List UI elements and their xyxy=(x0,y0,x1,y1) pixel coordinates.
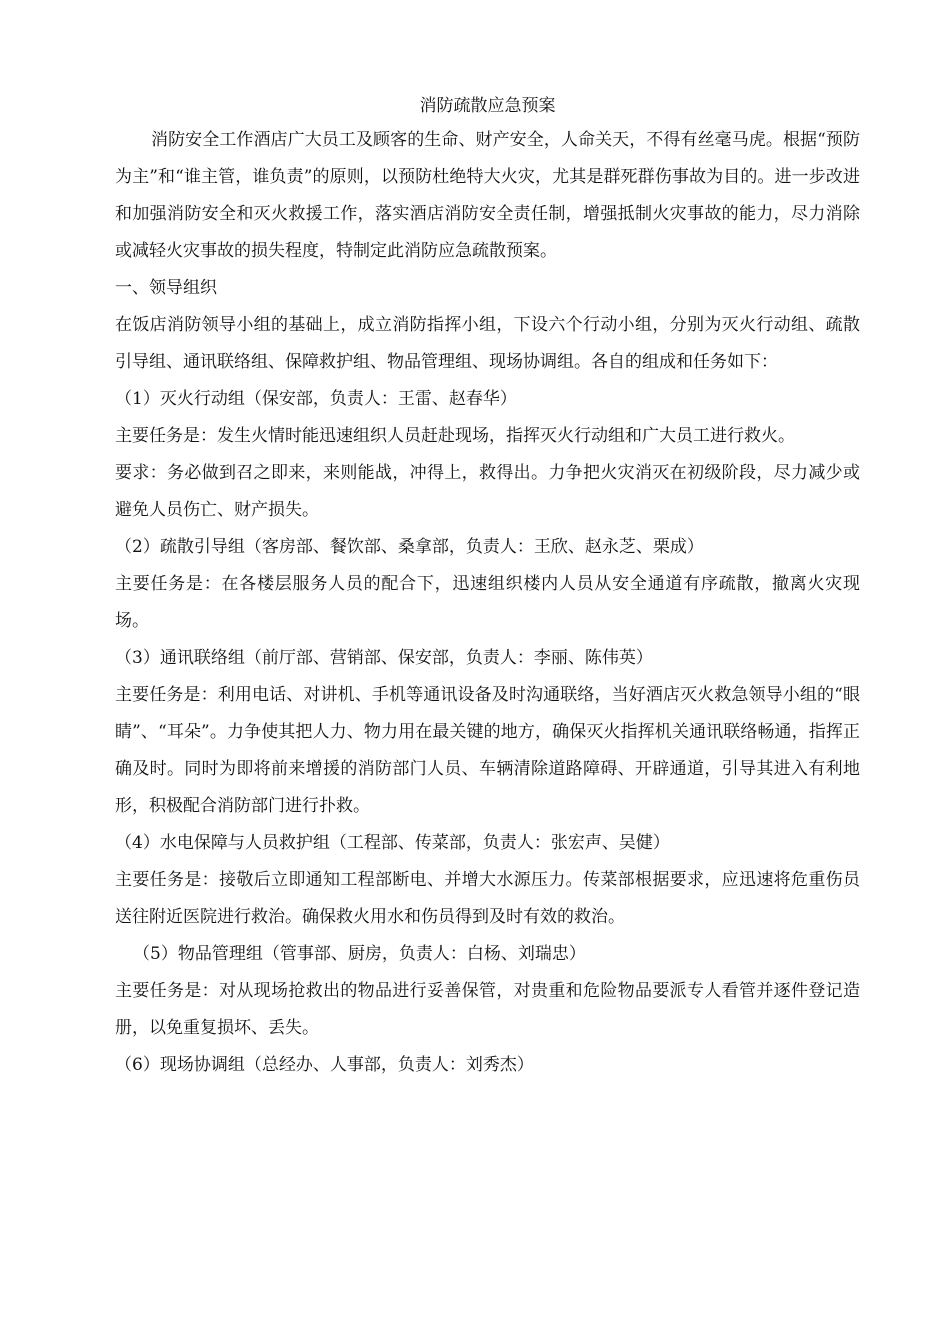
group-2-task: 主要任务是：在各楼层服务人员的配合下，迅速组织楼内人员从安全通道有序疏散，撤离火灾现场。 xyxy=(115,574,860,631)
group-5-heading: （5）物品管理组（管事部、厨房，负责人：白杨、刘瑞忠） xyxy=(133,944,586,964)
section-leadership-text: 在饭店消防领导小组的基础上，成立消防指挥小组，下设六个行动小组，分别为灭火行动组、疏散引导组、通讯联络组、保障救护组、物品管理组、现场协调组。各自的组成和任务如下： xyxy=(115,315,860,372)
group-4-task: 主要任务是：接敬后立即通知工程部断电、并增大水源压力。传菜部根据要求，应迅速将危重伤员送往附近医院进行救治。确保救火用水和伤员得到及时有效的救治。 xyxy=(115,870,860,927)
group-2-heading: （2）疏散引导组（客房部、餐饮部、桑拿部，负责人：王欣、赵永芝、栗成） xyxy=(115,537,704,557)
group-1-heading: （1）灭火行动组（保安部，负责人：王雷、赵春华） xyxy=(115,389,517,409)
section-heading-leadership: 一、领导组织 xyxy=(115,278,217,298)
intro-paragraph: 消防安全工作酒店广大员工及顾客的生命、财产安全，人命关天，不得有丝毫马虎。根据“预防为主”和“谁主管，谁负责”的原则，以预防杜绝特大火灾，尤其是群死群伤事故为目的。进一步改进和加强消防安全和灭火救援工作，落实酒店消防安全责任制，增强抵制火灾事故的能力，尽力消除或减轻火灾事故的损失程度，特制定此消防应急疏散预案。 xyxy=(115,130,860,261)
document-title: 消防疏散应急预案 xyxy=(419,96,556,116)
group-4-heading: （4）水电保障与人员救护组（工程部、传菜部，负责人：张宏声、吴健） xyxy=(115,833,670,853)
group-3-heading: （3）通讯联络组（前厅部、营销部、保安部，负责人：李丽、陈伟英） xyxy=(115,648,653,668)
document-body xyxy=(115,92,860,1084)
group-1-task: 主要任务是：发生火情时能迅速组织人员赶赴现场，指挥灭火行动组和广大员工进行救火。 xyxy=(115,426,795,446)
group-5-task: 主要任务是：对从现场抢救出的物品进行妥善保管，对贵重和危险物品要派专人看管并逐件登记造册，以免重复损坏、丢失。 xyxy=(115,981,860,1038)
group-6-heading: （6）现场协调组（总经办、人事部，负责人：刘秀杰） xyxy=(115,1055,534,1075)
group-3-task: 主要任务是：利用电话、对讲机、手机等通讯设备及时沟通联络，当好酒店灭火救急领导小组的“眼睛”、“耳朵”。力争使其把人力、物力用在最关键的地方，确保灭火指挥机关通讯联络畅通，指挥正确及时。同时为即将前来增援的消防部门人员、车辆清除道路障碍、开辟通道，引导其进入有利地形，积极配合消防部门进行扑救。 xyxy=(115,685,860,816)
group-1-requirement: 要求：务必做到召之即来，来则能战，冲得上，救得出。力争把火灾消灭在初级阶段，尽力减少或避免人员伤亡、财产损失。 xyxy=(115,463,860,520)
